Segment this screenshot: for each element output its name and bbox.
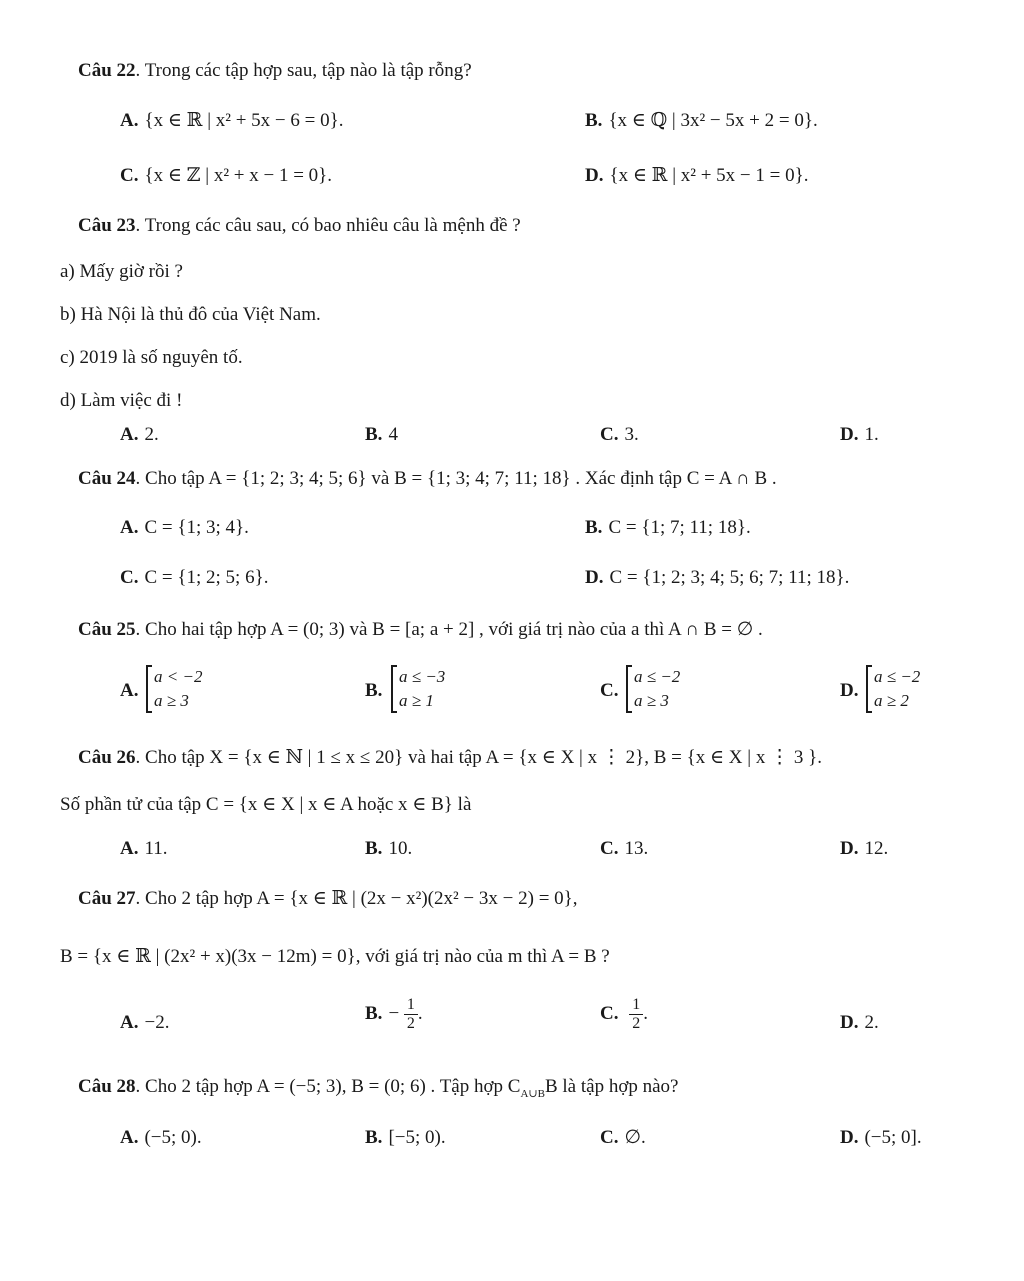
- question-label: Câu 27: [78, 888, 136, 909]
- q23-option-c[interactable]: C. 3.: [600, 424, 639, 445]
- complement-subscript: A∪B: [520, 1087, 545, 1100]
- q25-option-b[interactable]: a ≤ −3 a ≥ 1: [391, 665, 445, 713]
- question-25: [78, 617, 763, 643]
- question-text: . Cho 2 tập hợp A = {x ∈ ℝ | (2x − x²)(2x² − 3x − 2) = 0},: [135, 888, 578, 909]
- question-27-line2: B = {x ∈ ℝ | (2x² + x)(3x − 12m) = 0}, với giá trị nào của m thì A = B ?: [60, 946, 610, 967]
- question-text: . Trong các câu sau, có bao nhiêu câu là mệnh đề ?: [135, 215, 521, 236]
- question-label: Câu 25: [78, 619, 136, 640]
- q28-option-a[interactable]: A. (−5; 0).: [120, 1127, 202, 1148]
- question-text: . Trong các tập hợp sau, tập nào là tập rỗng?: [135, 60, 472, 81]
- q22-option-b[interactable]: B. {x ∈ ℚ | 3x² − 5x + 2 = 0}.: [585, 110, 818, 131]
- q24-option-b[interactable]: B. C = {1; 7; 11; 18}.: [585, 517, 751, 538]
- statement-c: c) 2019 là số nguyên tố.: [60, 347, 243, 368]
- q25-option-a[interactable]: a < −2 a ≥ 3: [146, 665, 202, 713]
- question-label: Câu 24: [78, 468, 136, 489]
- q24-option-d[interactable]: D. C = {1; 2; 3; 4; 5; 6; 7; 11; 18}.: [585, 567, 850, 588]
- q28-option-c[interactable]: C. ∅.: [600, 1127, 646, 1148]
- question-label: Câu 28: [78, 1076, 136, 1097]
- fraction: $\frac{1}{2}$: [629, 996, 643, 1033]
- question-label: Câu 22: [78, 60, 136, 81]
- question-text: . Cho tập X = {x ∈ ℕ | 1 ≤ x ≤ 20} và hai tập A = {x ∈ X | x ⋮ 2}, B = {x ∈ X | x ⋮ 3 }.: [135, 747, 822, 768]
- q27-option-c[interactable]: C. $\frac{1}{2}$ .: [600, 996, 648, 1032]
- question-text-tail: B là tập hợp nào?: [544, 1076, 679, 1097]
- q22-option-a[interactable]: A. {x ∈ ℝ | x² + 5x − 6 = 0}.: [120, 110, 344, 131]
- q25-option-c-letter[interactable]: C.: [600, 680, 619, 701]
- q23-option-b[interactable]: B. 4: [365, 424, 398, 445]
- q23-option-a[interactable]: A. 2.: [120, 424, 159, 445]
- question-22: [78, 58, 472, 84]
- q25-option-c[interactable]: a ≤ −2 a ≥ 3: [626, 665, 680, 713]
- q25-option-d[interactable]: a ≤ −2 a ≥ 2: [866, 665, 920, 713]
- question-23: [78, 213, 521, 239]
- fraction: $\frac{1}{2}$: [404, 996, 418, 1033]
- q24-option-c[interactable]: C. C = {1; 2; 5; 6}.: [120, 567, 269, 588]
- q28-option-b[interactable]: B. [−5; 0).: [365, 1127, 446, 1148]
- q26-option-d[interactable]: D. 12.: [840, 838, 889, 859]
- q25-option-b-letter[interactable]: B.: [365, 680, 383, 701]
- q22-option-d[interactable]: D. {x ∈ ℝ | x² + 5x − 1 = 0}.: [585, 165, 809, 186]
- q27-option-a[interactable]: A. −2.: [120, 1012, 170, 1033]
- q26-option-b[interactable]: B. 10.: [365, 838, 413, 859]
- statement-b: b) Hà Nội là thủ đô của Việt Nam.: [60, 304, 321, 325]
- question-26: [78, 745, 822, 771]
- q27-option-d[interactable]: D. 2.: [840, 1012, 879, 1033]
- question-24: [78, 466, 777, 492]
- q23-option-d[interactable]: D. 1.: [840, 424, 879, 445]
- q26-option-a[interactable]: A. 11.: [120, 838, 168, 859]
- q25-option-a-letter[interactable]: A.: [120, 680, 139, 701]
- question-text: . Cho hai tập hợp A = (0; 3) và B = [a; a + 2] , với giá trị nào của a thì A ∩ B = ∅ .: [135, 619, 763, 640]
- q27-option-b[interactable]: B. − $\frac{1}{2}$ .: [365, 996, 423, 1032]
- question-28: [78, 1074, 678, 1107]
- question-label: Câu 26: [78, 747, 136, 768]
- q22-option-c[interactable]: C. {x ∈ ℤ | x² + x − 1 = 0}.: [120, 165, 333, 186]
- statement-d: d) Làm việc đi !: [60, 390, 183, 411]
- statement-a: a) Mấy giờ rồi ?: [60, 261, 183, 282]
- question-label: Câu 23: [78, 215, 136, 236]
- q28-option-d[interactable]: D. (−5; 0].: [840, 1127, 922, 1148]
- q25-option-d-letter[interactable]: D.: [840, 680, 859, 701]
- q24-option-a[interactable]: A. C = {1; 3; 4}.: [120, 517, 249, 538]
- question-text: . Cho tập A = {1; 2; 3; 4; 5; 6} và B = {1; 3; 4; 7; 11; 18} . Xác định tập C = A ∩ B .: [135, 468, 777, 489]
- question-text: . Cho 2 tập hợp A = (−5; 3), B = (0; 6) . Tập hợp C: [135, 1076, 521, 1097]
- q26-option-c[interactable]: C. 13.: [600, 838, 649, 859]
- question-27: [78, 886, 578, 912]
- question-26-line2: Số phần tử của tập C = {x ∈ X | x ∈ A hoặc x ∈ B} là: [60, 794, 472, 815]
